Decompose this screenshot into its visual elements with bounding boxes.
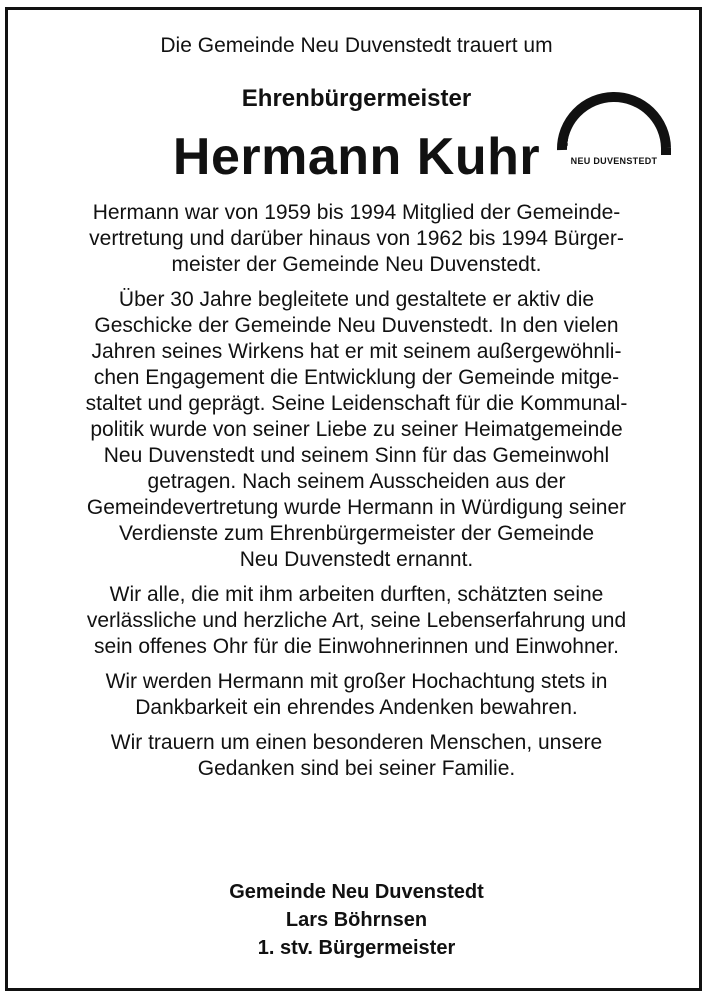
honorary-title: Ehrenbürgermeister [241, 85, 472, 112]
logo-arc-text: SCHÜLLER · MÜHLENBERG · NORD · HEIDBERG · SÜD [563, 93, 664, 147]
logo-caption: NEU DUVENSTEDT [570, 156, 658, 166]
body-line: staltet und geprägt. Seine Leidenschaft für die Kommunal- [85, 392, 628, 415]
body-paragraph [30, 730, 683, 782]
body-line: Hermann war von 1959 bis 1994 Mitglied der Gemeinde- [92, 201, 621, 224]
body-line: vertretung und darüber hinaus von 1962 bis 1994 Bürger- [89, 227, 624, 250]
body-line: getragen. Nach seinem Ausscheiden aus der [147, 470, 566, 493]
body-paragraph [30, 582, 683, 660]
body-line: meister der Gemeinde Neu Duvenstedt. [171, 253, 542, 276]
signature-organization: Gemeinde Neu Duvenstedt [229, 881, 484, 903]
body-paragraph [30, 287, 683, 573]
body-paragraph [30, 200, 683, 278]
body-line: Dankbarkeit ein ehrendes Andenken bewahren. [135, 696, 578, 719]
signature-role: 1. stv. Bürgermeister [257, 937, 456, 959]
deceased-name: Hermann Kuhr [172, 128, 541, 186]
body-line: Gedanken sind bei seiner Familie. [197, 757, 516, 780]
body-line: Verdienste zum Ehrenbürgermeister der Gemeinde [118, 522, 595, 545]
body-paragraph [30, 669, 683, 721]
signature-block [0, 878, 713, 962]
body-line: Jahren seines Wirkens hat er mit seinem außergewöhnli- [91, 340, 622, 363]
body-line: verlässliche und herzliche Art, seine Lebenserfahrung und [86, 609, 627, 632]
body-line: Wir werden Hermann mit großer Hochachtung stets in [105, 670, 608, 693]
body-line: sein offenes Ohr für die Einwohnerinnen und Einwohner. [94, 635, 619, 658]
body-line: politik wurde von seiner Liebe zu seiner Heimatgemeinde [90, 418, 623, 441]
body-line: Neu Duvenstedt ernannt. [239, 548, 474, 571]
body-line: Wir trauern um einen besonderen Menschen, unsere [110, 731, 603, 754]
body-line: Gemeindevertretung wurde Hermann in Würdigung seiner [86, 496, 627, 519]
body-line: Wir alle, die mit ihm arbeiten durften, schätzten seine [109, 583, 604, 606]
body-line: chen Engagement die Entwicklung der Gemeinde mitge- [93, 366, 620, 389]
body-line: Über 30 Jahre begleitete und gestaltete er aktiv die [118, 288, 595, 311]
body-line: Neu Duvenstedt und seinem Sinn für das Gemeinwohl [103, 444, 610, 467]
municipality-logo [550, 70, 680, 168]
body-line: Geschicke der Gemeinde Neu Duvenstedt. In den vielen [94, 314, 619, 337]
intro-line: Die Gemeinde Neu Duvenstedt trauert um [160, 34, 553, 57]
obituary-body [30, 200, 683, 791]
signature-person: Lars Böhrnsen [285, 909, 428, 931]
